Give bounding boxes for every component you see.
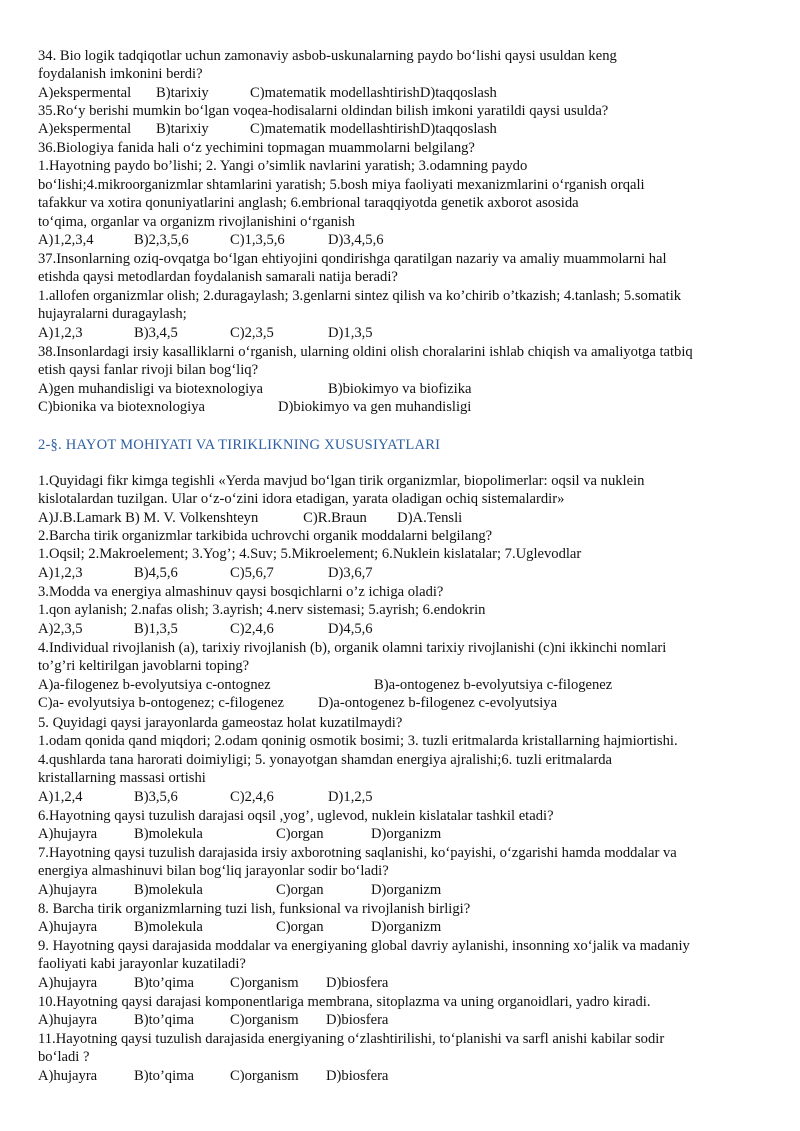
option-c: C)2,3,5: [230, 324, 274, 341]
question-text: 10.Hayotning qaysi darajasi komponentlariga membrana, sitoplazma va uning organoidlari, yadro kiradi.: [38, 994, 651, 1010]
option-a: A)hujayra: [38, 1067, 98, 1084]
option-a: A)hujayra: [38, 919, 98, 936]
option-b: B)molekula: [134, 881, 203, 898]
question-text: 2.Barcha tirik organizmlar tarkibida uchrovchi organik moddalarni belgilang?: [38, 528, 493, 544]
question-8: [38, 900, 768, 937]
question-11: [38, 1030, 768, 1085]
question-6: [38, 807, 768, 844]
option-d: D)taqqoslash: [419, 84, 497, 101]
question-10: [38, 993, 768, 1030]
option-c: C)organism: [230, 974, 299, 991]
option-d: D)biosfera: [326, 1012, 389, 1029]
option-c: C)2,4,6: [230, 620, 274, 637]
question-text: 36.Biologiya fanida hali o‘z yechimini topmagan muammolarni belgilang?: [38, 140, 475, 156]
question-text: 35.Ro‘y berishi mumkin bo‘lgan voqea-hodisalarni oldindan bilish imkoni yaratildi qaysi usulda?: [38, 103, 609, 119]
option-c: C)matematik modellashtirish: [250, 84, 420, 101]
option-b: B)to’qima: [134, 974, 194, 991]
question-text: 5. Quyidagi qaysi jarayonlarda gameostaz holat kuzatilmaydi?: [38, 715, 403, 731]
answer-options: [38, 676, 768, 694]
option-b: B) M. V. Volkenshteyn: [125, 509, 259, 526]
option-b: B)molekula: [134, 826, 203, 843]
question-text: 1.odam qonida qand miqdori; 2.odam qoninig osmotik bosimi; 3. tuzli eritmalarda kristallarning hajmiortishi.: [38, 733, 678, 750]
option-d: D)1,2,5: [328, 788, 373, 805]
option-c: C)organism: [230, 1067, 299, 1084]
question-38: [38, 343, 768, 417]
question-text: 9. Hayotning qaysi darajasida moddalar va energiyaning global davriy aylanishi, insonning xo‘jalik va madaniy: [38, 938, 690, 954]
question-text: bo‘lishi;4.mikroorganizmlar shtamlarini yaratish; 5.bosh miya faoliyati mexanizmlarini o‘rganish orqali: [38, 176, 645, 193]
option-a: A)J.B.Lamark: [38, 509, 122, 526]
option-c: C)R.Braun: [303, 509, 367, 526]
question-text: 1.allofen organizmlar olish; 2.duragaylash; 3.genlarni sintez qilish va ko’chirib o’tkazish; 4.tanlash; 5.somatik: [38, 287, 682, 304]
question-text: 34. Bio logik tadqiqotlar uchun zamonaviy asbob-uskunalarning paydo bo‘lishi qaysi usuldan keng: [38, 48, 617, 64]
option-b: B)tarixiy: [156, 121, 209, 138]
question-text: tafakkur va xotira qonuniyatlarini anglash; 6.embrional taraqqiyotda genetik axborot asosida: [38, 195, 579, 212]
question-text: 1.Quyidagi fikr kimga tegishli «Yerda mavjud bo‘lgan tirik organizmlar, biopolimerlar: oqsil va nuklein: [38, 473, 645, 489]
answer-options: [38, 509, 768, 527]
question-text: etish qaysi fanlar rivoji bilan bog‘liq?: [38, 362, 259, 379]
option-c: C)organ: [276, 881, 324, 898]
option-d: D)3,4,5,6: [328, 232, 384, 249]
answer-options: [38, 881, 768, 899]
question-text: to‘qima, organlar va organizm rivojlanishini o‘rganish: [38, 213, 355, 230]
option-b: B)3,4,5: [134, 324, 178, 341]
option-c: C)organ: [276, 919, 324, 936]
question-text: 8. Barcha tirik organizmlarning tuzi lish, funksional va rivojlanish birligi?: [38, 901, 471, 917]
option-b: B)2,3,5,6: [134, 232, 189, 249]
option-d: D)organizm: [371, 881, 442, 898]
question-text: 11.Hayotning qaysi tuzulish darajasida energiyaning o‘zlashtirilishi, to‘planishi va sarfl anishi kabilar sodir: [38, 1031, 665, 1047]
option-c: C)organ: [276, 826, 324, 843]
option-a: A)ekspermental: [38, 121, 132, 138]
option-b: B)to’qima: [134, 1067, 194, 1084]
question-35: [38, 102, 768, 139]
question-text: 1.qon aylanish; 2.nafas olish; 3.ayrish; 4.nerv sistemasi; 5.ayrish; 6.endokrin: [38, 602, 486, 619]
question-1: [38, 472, 768, 527]
answer-options: [38, 1011, 768, 1029]
answer-options: [38, 564, 768, 582]
section-heading: 2-§. HAYOT MOHIYATI VA TIRIKLIKNING XUSUSIYATLARI: [38, 437, 441, 453]
option-d: D)organizm: [371, 919, 442, 936]
answer-options: [38, 620, 768, 638]
option-c: C)5,6,7: [230, 564, 274, 581]
question-34: [38, 47, 768, 102]
option-d: D)a-ontogenez b-filogenez c-evolyutsiya: [318, 695, 558, 712]
option-d: D)biosfera: [326, 1067, 389, 1084]
answer-options: [38, 231, 768, 249]
option-d: D)4,5,6: [328, 620, 373, 637]
option-d: D)A.Tensli: [397, 509, 463, 526]
option-d: D)biosfera: [326, 974, 389, 991]
answer-options: [38, 398, 768, 416]
answer-options: [38, 694, 768, 712]
question-text: 3.Modda va energiya almashinuv qaysi bosqichlarni o’z ichiga oladi?: [38, 584, 444, 600]
option-b: B)biokimyo va biofizika: [328, 380, 472, 397]
question-text: energiya almashinuvi bilan bog‘liq jarayonlar sodir bo‘ladi?: [38, 863, 389, 880]
question-text: 1.Hayotning paydo bo’lishi; 2. Yangi o’simlik navlarini yaratish; 3.odamning paydo: [38, 158, 528, 175]
option-d: D)3,6,7: [328, 564, 373, 581]
question-5: [38, 714, 768, 806]
question-text: to’g’ri keltirilgan javoblarni toping?: [38, 658, 250, 675]
option-d: D)biokimyo va gen muhandisligi: [278, 399, 472, 416]
answer-options: [38, 1067, 768, 1085]
answer-options: [38, 918, 768, 936]
question-text: faoliyati kabi jarayonlar kuzatiladi?: [38, 956, 246, 973]
question-text: hujayralarni duragaylash;: [38, 306, 187, 323]
question-text: 6.Hayotning qaysi tuzulish darajasi oqsil ,yog’, uglevod, nuklein kislatalar tashkil etadi?: [38, 808, 554, 824]
option-d: D)organizm: [371, 826, 442, 843]
question-text: 4.Individual rivojlanish (a), tarixiy rivojlanish (b), organik olamni tarixiy rivojlanishi (c)ni ikkinchi nomlari: [38, 640, 667, 656]
option-b: B)3,5,6: [134, 788, 178, 805]
option-a: A)ekspermental: [38, 84, 132, 101]
question-text: 37.Insonlarning oziq-ovqatga bo‘lgan ehtiyojini qondirishga qaratilgan nazariy va amaliy muammolarni hal: [38, 251, 667, 267]
question-36: [38, 139, 768, 249]
question-4: [38, 639, 768, 713]
option-b: B)to’qima: [134, 1012, 194, 1029]
question-text: foydalanish imkonini berdi?: [38, 66, 203, 83]
option-c: C)organism: [230, 1012, 299, 1029]
answer-options: [38, 324, 768, 342]
question-9: [38, 937, 768, 992]
option-a: A)gen muhandisligi va biotexnologiya: [38, 380, 263, 397]
answer-options: [38, 974, 768, 992]
option-c: C)matematik modellashtirish: [250, 121, 420, 138]
answer-options: [38, 380, 768, 398]
option-d: D)1,3,5: [328, 324, 373, 341]
question-text: 7.Hayotning qaysi tuzulish darajasida irsiy axborotning saqlanishi, ko‘payishi, o‘zgarishi hamda moddalar va: [38, 845, 677, 861]
option-a: A)hujayra: [38, 881, 98, 898]
question-2: [38, 527, 768, 582]
question-text: bo‘ladi ?: [38, 1049, 90, 1066]
option-a: A)hujayra: [38, 826, 98, 843]
option-a: A)1,2,3: [38, 564, 83, 581]
question-text: kristallarning massasi ortishi: [38, 770, 206, 787]
question-text: kislotalardan tuzilgan. Ular o‘z-o‘zini idora etadigan, yarata oladigan ochiq sistemalardir»: [38, 491, 565, 508]
answer-options: [38, 825, 768, 843]
option-c: C)2,4,6: [230, 788, 274, 805]
option-c: C)a- evolyutsiya b-ontogenez; c-filogenez: [38, 695, 284, 712]
question-37: [38, 250, 768, 342]
option-a: A)1,2,4: [38, 788, 83, 805]
option-b: B)4,5,6: [134, 564, 178, 581]
option-a: A)1,2,3: [38, 324, 83, 341]
option-a: A)a-filogenez b-evolyutsiya c-ontognez: [38, 676, 271, 693]
option-b: B)a-ontogenez b-evolyutsiya c-filogenez: [374, 676, 613, 693]
option-b: B)tarixiy: [156, 84, 209, 101]
answer-options: [38, 84, 768, 102]
option-d: D)taqqoslash: [419, 121, 497, 138]
option-a: A)hujayra: [38, 1012, 98, 1029]
answer-options: [38, 120, 768, 138]
question-text: 38.Insonlardagi irsiy kasalliklarni o‘rganish, ularning oldini olish choralarini ishlab chiqish va amaliyotga tatbiq: [38, 344, 693, 360]
option-c: C)bionika va biotexnologiya: [38, 399, 205, 416]
option-a: A)1,2,3,4: [38, 232, 94, 249]
option-b: B)molekula: [134, 919, 203, 936]
question-text: 1.Oqsil; 2.Makroelement; 3.Yog’; 4.Suv; 5.Mikroelement; 6.Nuklein kislatalar; 7.Uglevodlar: [38, 546, 582, 563]
question-3: [38, 583, 768, 638]
option-a: A)hujayra: [38, 974, 98, 991]
answer-options: [38, 788, 768, 806]
option-b: B)1,3,5: [134, 620, 178, 637]
question-text: 4.qushlarda tana harorati doimiyligi; 5. yonayotgan shamdan energiya ajralishi;6. tuzli eritmalarda: [38, 751, 612, 768]
question-text: etishda qaysi metodlardan foydalanish samarali natija beradi?: [38, 269, 398, 286]
option-a: A)2,3,5: [38, 620, 83, 637]
option-c: C)1,3,5,6: [230, 232, 285, 249]
question-7: [38, 844, 768, 899]
